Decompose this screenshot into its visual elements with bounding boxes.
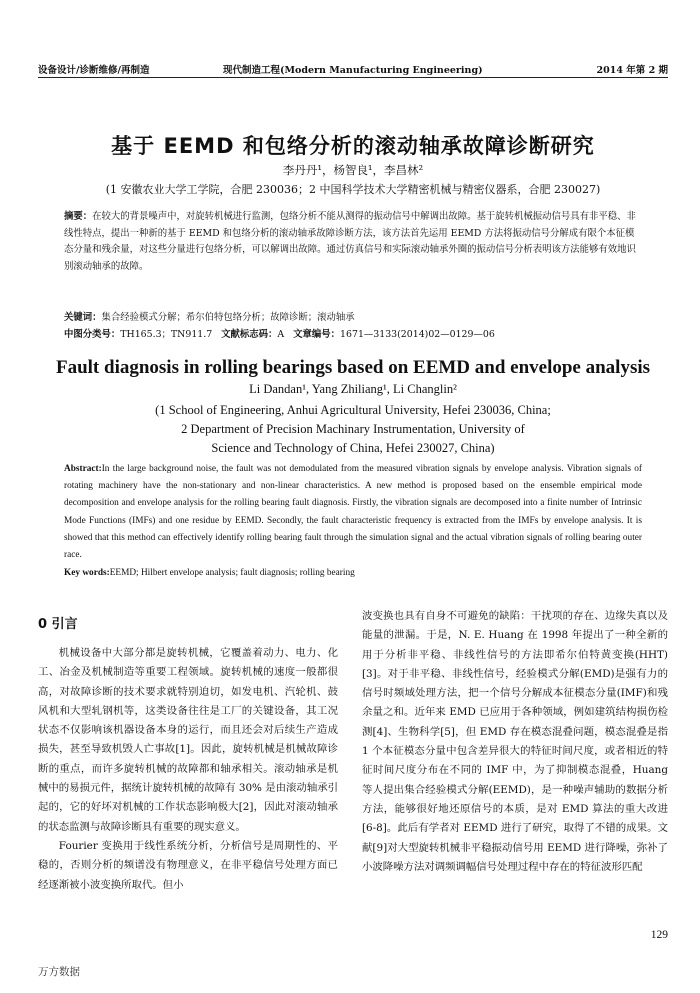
page-title-en: Fault diagnosis in rolling bearings based on EEMD and envelope analysis <box>55 357 651 378</box>
abstract-zh-text: 在较大的背景噪声中，对旋转机械进行监测，包络分析不能从测得的振动信号中解调出故障。基于旋转机械振动信号具有非平稳、非线性特点，提出一种新的基于 EEMD 和包络分析的滚动轴承故障诊断方法，该方法首先运用 EEMD 方法将振动信号分解成有限个本征模态分量和残余量，对这些分量进行包络分析，可以解调出故障。通过仿真信号和实际滚动轴承外圈的振动信号分析表明该方法能够有效地识别滚动轴承的故障。 <box>64 211 636 272</box>
clc-label: 中图分类号： <box>64 329 121 340</box>
body-paragraph: 波变换也具有自身不可避免的缺陷：干扰项的存在、边缘失真以及能量的泄漏。于是，N. E. Huang 在 1998 年提出了一种全新的用于分析非平稳、非线性信号的方法即希尔伯特黄变换(HHT)[3]。对于非平稳、非线性信号，经验模式分解(EMD)是强有力的信号时频域处理方法，把一个信号分解成本征模态分量(IMF)和残余量之和。近年来 EMD 已应用于各种领域，例如建筑结构损伤检测[4]、生物科学[5]，但 EMD 存在模态混叠问题，模态混叠是指 1 个本征模态分量中包含差异很大的特征时间尺度，或者相近的特征时间尺度分布在不同的 IMF 中，为了抑制模态混叠，Huang 等人提出集合经验模式分解(EEMD)，是一种噪声辅助的数据分析方法，能够很好地还原信号的本质，是对 EMD 算法的重大改进[6-8]。此后有学者对 EEMD 进行了研究，取得了不错的成果。文献[9]对大型旋转机械非平稳振动信号用 EEMD 进行降噪，弥补了小波降噪方法对调频调幅信号处理过程中存在的特征波形匹配 <box>362 610 668 873</box>
header-divider <box>38 77 668 78</box>
abstract-zh-label: 摘要： <box>64 211 93 222</box>
body-paragraph: Fourier 变换用于线性系统分析，分析信号是周期性的、平稳的，否则分析的频谱没有物理意义，在非平稳信号处理方面已经逐渐被小波变换所取代。但小 <box>38 839 338 891</box>
page-number: 129 <box>650 929 668 941</box>
affiliation-en-line: 2 Department of Precision Machinary Instrumentation, University of <box>181 422 525 436</box>
affiliation-zh: (1 安徽农业大学工学院，合肥 230036；2 中国科学技术大学精密机械与精密仪器系，合肥 230027) <box>105 183 601 196</box>
keywords-en <box>64 568 642 578</box>
header-section: 设备设计/诊断维修/再制造 <box>38 65 150 76</box>
keywords-zh <box>64 309 642 323</box>
article-no-value: 1671—3133(2014)02—0129—06 <box>340 329 495 340</box>
clc-value: TH165.3；TN911.7 <box>120 329 213 340</box>
keywords-zh-text: 集合经验模式分解；希尔伯特包络分析；故障诊断；滚动轴承 <box>101 312 355 323</box>
classification-zh <box>64 326 642 340</box>
keywords-zh-label: 关键词： <box>64 312 102 323</box>
authors-zh: 李丹丹¹，杨智良¹，李昌林² <box>282 163 424 177</box>
affiliation-en-line: (1 School of Engineering, Anhui Agricultural University, Hefei 230036, China; <box>155 403 551 417</box>
doc-code-label: 文献标志码： <box>221 329 278 340</box>
authors-en: Li Dandan¹, Yang Zhiliang¹, Li Changlin² <box>249 382 457 396</box>
abstract-en-text: In the large background noise, the fault was not demodulated from the measured vibration signals by envelope analysis. Vibration signals of rotating machinery have the non-stationary and non-linear characteristics. A new method is proposed based on the ensemble empirical mode decomposition and envelope analysis for the rolling bearing fault diagnosis. Firstly, the vibration signals are decomposed into a finite number of Intrinsic Mode Functions (IMFs) and one residue by EEMD. Secondly, the fault characteristic frequency is extracted from the IMFs by envelope analysis. It is showed that this method can effectively identify rolling bearing fault through the simulation signal and the actual vibration signals of rolling bearing outer race. <box>64 464 642 561</box>
page-title-zh: 基于 EEMD 和包络分析的滚动轴承故障诊断研究 <box>111 134 595 158</box>
header-journal: 现代制造工程(Modern Manufacturing Engineering) <box>223 65 483 76</box>
abstract-zh <box>64 209 642 275</box>
doc-code-value: A <box>277 329 285 340</box>
abstract-en <box>64 461 642 564</box>
affiliation-en-line: Science and Technology of China, Hefei 230027, China) <box>211 441 495 455</box>
keywords-en-label: Key words: <box>64 568 110 578</box>
keywords-en-text: EEMD; Hilbert envelope analysis; fault diagnosis; rolling bearing <box>109 568 355 578</box>
body-paragraph: 机械设备中大部分都是旋转机械，它覆盖着动力、电力、化工、冶金及机械制造等重要工程领域。旋转机械的速度一般都很高，对故障诊断的技术要求就特别迫切，如发电机、汽轮机、鼓风机和大型轧钢机等，这类设备往往是工厂的关键设备，其工况状态不仅影响该机器设备本身的运行，而且还会对后续生产造成损失，甚至导致机毁人亡事故[1]。因此，旋转机械是机械故障诊断的重点，而许多旋转机械的故障都和轴承相关。滚动轴承是机械中的易损元件，据统计旋转机械的故障有 30% 是由滚动轴承引起的，它的好坏对机械的工作状态影响极大[2]，因此对滚动轴承的状态监测与故障诊断具有重要的现实意义。 <box>38 647 338 833</box>
body-column-right <box>362 607 668 877</box>
footer-watermark: 万方数据 <box>38 966 80 978</box>
section-heading-introduction: 0 引言 <box>38 617 78 632</box>
body-column-left <box>38 644 338 895</box>
header-issue: 2014 年第 2 期 <box>596 65 668 76</box>
abstract-en-label: Abstract: <box>64 464 102 474</box>
article-no-label: 文章编号： <box>293 329 341 340</box>
running-header <box>38 62 668 78</box>
affiliation-en <box>38 401 668 458</box>
